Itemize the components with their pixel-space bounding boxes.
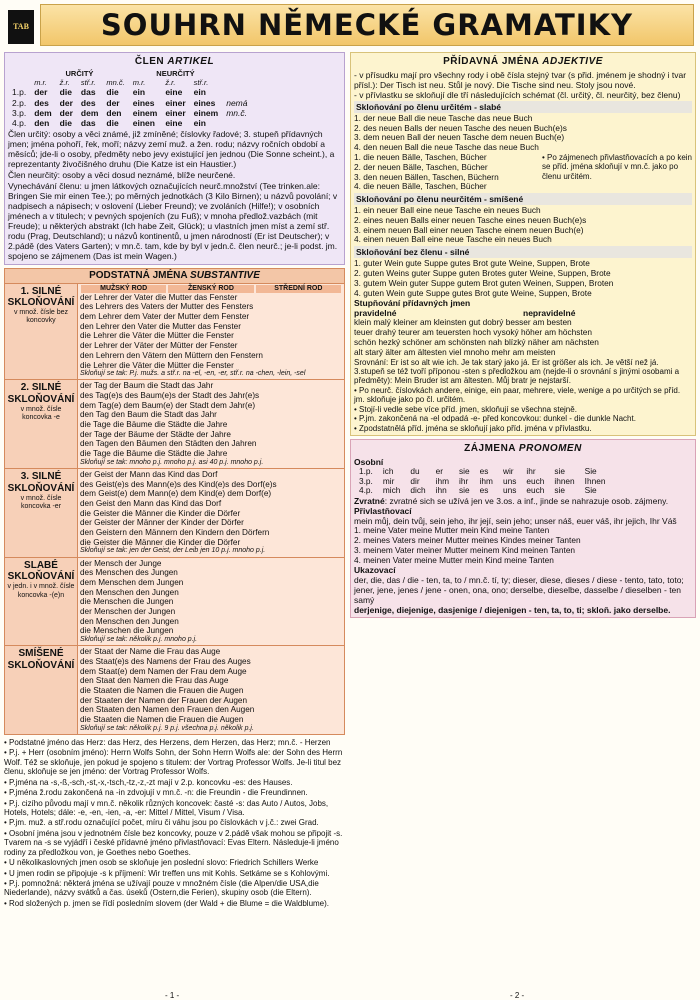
declension-row: die Staaten die Namen die Frauen die Augen [80, 715, 244, 724]
declension-block [5, 379, 344, 468]
declension-sub: v množ. čísle koncovka -e [20, 406, 62, 422]
note-item: • P.jména na -s,-ß,-sch,-st,-x,-tsch,-tz,-z,-zt mají v 2.p. koncovku -es: des Hauses. [4, 777, 293, 787]
article-cell: die [59, 117, 72, 128]
pronoun-cell: sie [554, 465, 565, 476]
declension-name: SLABÉ SKLOŇOVÁNÍ [7, 559, 75, 583]
strong-row: 2. guten Weins guter Suppe guten Brotes guter Weine, Suppen, Brote [354, 268, 611, 279]
reflexive-title: Zvratné [354, 496, 385, 507]
irregular-label: nepravidelné [523, 308, 576, 319]
article-paragraph: Člen určitý: osoby a věci známé, již zmíněné; číslovky řadové; 3. stupeň přídavných jmen; jména pohoří, řek, moří; názvy zemí muž. a žen. rodu; názvy ročních období a měsíců; jde-li o osoby, předměty nebo jevy existující jen jednou (Die Sonne scheint.), a reprezentanty živočišného druhu (Die Katze ist ein Haustier.) [8, 128, 335, 169]
pronoun-cell: er [435, 465, 443, 476]
article-cell: ein [132, 87, 146, 98]
note-item: • P.j. pomnožná: některá jména se užívají pouze v množném čísle (die Alpen/die USA,die Niederlande), názvy svátků a čas. úseků (Ostern,die Ferien), skupiny osob (die Eltern). [4, 879, 319, 898]
case-label: 2.p. [12, 97, 27, 108]
adjective-note: • Po neurč. číslovkách andere, einige, ein paar, mehrere, viele, wenige a po určitých se příd. jm. skloňuje jako po čl. určitém. [354, 385, 681, 405]
pronoun-cell: sie [458, 485, 470, 496]
left-column [4, 52, 345, 986]
article-cell: der [106, 97, 120, 108]
strong-row: 4. guten Wein gute Suppe gutes Brot gute Weine, Suppen, Brote [354, 287, 592, 298]
article-cell: eines [132, 97, 155, 108]
comparison-row: schön hezký schöner am schönsten nah blízký näher am nächsten [354, 336, 599, 347]
nouns-section [4, 268, 345, 735]
gender-head: stř.r. [80, 77, 96, 87]
pronoun-cell: ihr [458, 475, 469, 486]
declension-name: 2. SILNÉ SKLOŇOVÁNÍ [7, 382, 75, 406]
reflexive-block: Zvratné: zvratné sich se užívá jen ve 3.os. a inf., jinde se nahrazuje osob. zájmeny. [354, 496, 669, 507]
declension-name: 1. SILNÉ SKLOŇOVÁNÍ [7, 285, 75, 309]
pronoun-cell: ihr [526, 465, 536, 476]
comparison-row: alt starý älter am ältesten viel mnoho mehr am meisten [354, 346, 556, 357]
declension-row: die Tage die Bäume die Städte die Jahre [80, 449, 228, 459]
case-label: 1.p. [12, 87, 27, 98]
declension-row: den Menschen den Jungen [80, 616, 179, 626]
pronoun-cell: sie [458, 465, 470, 476]
gender-head: stř.r. [193, 77, 209, 87]
pronoun-cell: es [479, 465, 489, 476]
pronoun-cell: wir [502, 465, 514, 476]
article-cell: die [106, 117, 119, 128]
declension-row: der Menschen der Jungen [80, 607, 176, 617]
article-note: nemá [226, 97, 248, 108]
article-paragraph: Vynechávání členu: u jmen látkových označujících neurč.množství (Tee trinken.ale: Bringen Sie mir einen Tee.); po měrných jednotkách (3 Kilo Birnen); u názvů povolání; v nadpisech a nápisech; v oslovení (Lieber Freund); ve zvoláních (Hilfe!); v osobních jménech a v titulech; v pevných spojeních (zu Fuß); v mnoha předlož.vazbách (mit Freude); u některých abstrakt (Ich habe Zeit, Glück); u vlastních jmen míst a zemí stř. rodu (Prag, Deutschland); u názvů kontinentů, u jmen národností (Er ist Deutscher); v 2.pádě (des Vaters Garten); v mn.č. tam, kde by byl v jedn.č. člen neurč.; je-li podst. jm. spojeno se zájmenem (Das ist mein Wagen.) [8, 180, 338, 261]
page-number-left: - 1 - [165, 990, 180, 1000]
strong-row: 3. gutem Wein guter Suppe gutem Brot guten Weinen, Suppen, Broten [354, 277, 614, 288]
weak-note: • Po zájmenech přivlastňovacích a po kein se příd. jména skloňují v mn.č. jako po členu určitém. [542, 152, 692, 181]
page-number-right: - 2 - [510, 990, 525, 1000]
pronoun-cell: mich [382, 485, 401, 496]
pronoun-cell: dich [410, 485, 426, 496]
note-item: • P.j. + Herr (osobním jméno): Herrn Wolfs Sohn, der Sohn Herrn Wolfs ale: der Sohn des Herrn Wolf. Též se skloňuje, jen pokud je spojeno s titulem: der Vortrag Professor Wolfs. Je-li titul bez členu, skloňuje se jen jméno: der Vortrag Professor Wolfs. [4, 748, 343, 777]
declension-note: Skloňují se tak: P.j. mužs. a stř.r. na -el, -en, -er, stř.r. na -chen, -lein, -sel [80, 370, 306, 378]
article-cell: einer [165, 97, 186, 108]
article-cell: das [80, 87, 96, 98]
pronoun-cell: ihn [435, 485, 447, 496]
declension-row: der Lehrer der Vater die Mutter das Fenster [80, 292, 238, 302]
declension-sub: v jedn. i v množ. čísle koncovka -(e)n [7, 583, 75, 599]
adjective-note: 3.stupeň se též tvoří příponou -sten s předložkou am (nejde-li o srovnání s jinými osobami a předměty): Mein Bruder ist am ältesten. Můj bratr je nejstarší. [354, 366, 680, 386]
declension-row: den Tagen den Bäumen den Städten den Jahren [80, 439, 257, 449]
declension-label [5, 558, 78, 646]
declension-body [78, 380, 344, 468]
weak-plural-row: 1. die neuen Bälle, Taschen, Bücher [354, 151, 487, 162]
pronoun-cell: es [479, 485, 489, 496]
adjectives-section [350, 52, 696, 436]
pronoun-cell: Sie [584, 465, 597, 476]
pronouns-section [350, 439, 696, 618]
pronouns-heading [354, 443, 692, 455]
article-heading-de: ARTIKEL [167, 56, 215, 67]
possessive-row: 4. meinen Vater meine Mutter mein Kind meine Tanten [354, 554, 554, 565]
note-item: • Osobní jména jsou v jednotném čísle bez koncovky, pouze v 2.pádě však mohou se připojit -s. Tvarem na -s se vyjádří i české přídavné jméno přivlastňovací: Evas Eltern. Následuje-li jméno rodiny za předložkou von, je Goethes nebo Goethes. [4, 828, 343, 857]
declension-row: die Lehrer die Väter die Mütter die Fenster [80, 331, 234, 341]
declension-row: den Staat den Namen die Frau das Auge [80, 676, 229, 686]
declension-row: den Menschen den Jungen [80, 587, 179, 597]
pronoun-case: 1.p. [359, 465, 373, 476]
adjective-note: • P.jm. zakončená na -el odpadá -e- před koncovkou: dunkel - die dunkle Nacht. [354, 414, 636, 424]
article-cell: einem [193, 107, 219, 118]
declension-note: Skloňují se tak: několik p.j. 9 p.j. všechna p.j. několik p.j. [80, 724, 254, 732]
article-cell: dem [34, 107, 52, 118]
declension-row: den Tag den Baum die Stadt das Jahr [80, 410, 217, 420]
declension-body [78, 469, 344, 557]
article-cell: eine [165, 117, 183, 128]
pronoun-cell: ihnen [554, 475, 575, 486]
adjectives-intro: - v přísudku mají pro všechny rody i obě čísla stejný tvar (s přid. jménem je shodný i tvar přísl.): Der Tisch ist neu. Stůl je nový. Die Tische sind neu. Stoly jsou nové. [354, 69, 687, 90]
article-note: mn.č. [226, 107, 247, 118]
adjective-note: • Stojí-li vedle sebe více příd. jmen, skloňují se všechna stejně. [354, 404, 577, 414]
declension-note: Skloňují se tak: mnoho p.j. mnoho p.j. asi 40 p.j. mnoho p.j. [80, 458, 264, 466]
declension-note: Skloňují se tak: jen der Geist, der Leib jen 10 p.j. mnoho p.j. [80, 547, 266, 555]
declension-row: die Staaten die Namen die Frauen die Augen [80, 685, 244, 695]
declension-body [78, 558, 344, 646]
article-cell: des [80, 97, 96, 108]
possessive-title: Přivlastňovací [354, 506, 412, 517]
article-cell: die [106, 87, 119, 98]
declension-row: die Tage die Bäume die Städte die Jahre [80, 420, 228, 430]
declension-sub: v množ. čísle koncovka -er [20, 494, 62, 510]
possessive-list: mein můj, dein tvůj, sein jeho, ihr její, sein jeho; unser náš, euer váš, ihr jejich, Ihr Váš [354, 516, 677, 527]
declension-name: 3. SILNÉ SKLOŇOVÁNÍ [7, 471, 75, 494]
article-note [222, 118, 251, 128]
note-item: • U několikaslovných jmen osob se skloňuje jen poslední slovo: Friedrich Schillers Werke [4, 858, 319, 868]
declension-row: den Geistern den Männern den Kindern den Dörfern [80, 528, 270, 538]
note-item: • Rod složených p. jmen se řídí posledním slovem (der Wald + die Blume = die Waldblume). [4, 898, 330, 908]
declension-row: des Lehrers des Vaters der Mutter des Fensters [80, 302, 254, 312]
mixed-row: 2. eines neuen Balls einer neuen Tasche eines neuen Buch(e)s [354, 214, 587, 225]
definite-label: URČITÝ [65, 68, 94, 78]
article-note [222, 87, 251, 97]
declension-block [5, 283, 344, 380]
declension-row: die Geister die Männer die Kinder die Dörfer [80, 537, 241, 547]
article-cell: einer [165, 107, 186, 118]
declension-block [5, 468, 344, 557]
pronoun-cell: euch [526, 475, 545, 486]
declension-row: der Geist der Mann das Kind das Dorf [80, 470, 218, 480]
weak-plural-block [354, 153, 692, 192]
declension-label [5, 284, 78, 380]
weak-row: 3. dem neuen Ball der neuen Tasche dem neuen Buch(e) [354, 132, 565, 143]
declension-row: die Menschen die Jungen [80, 626, 174, 636]
personal-pronouns-table [354, 467, 610, 496]
declension-row: die Lehrer die Väter die Mütter die Fenster [80, 360, 234, 370]
comparison-row: klein malý kleiner am kleinsten gut dobrý besser am besten [354, 317, 572, 328]
article-cell: der [59, 97, 73, 108]
gender-head: ž.r. [165, 77, 176, 87]
gender-head: mn.č. [106, 77, 125, 87]
strong-row: 1. guter Wein gute Suppe gutes Brot gute Weine, Suppen, Brote [354, 258, 590, 269]
declension-body [78, 646, 344, 734]
note-item: • P.jména ž.rodu zakončená na -in zdvojují v mn.č. -n: die Freundin - die Freundinnen. [4, 788, 308, 798]
declension-row: dem Tag(e) dem Baum(e) der Stadt dem Jahr(e) [80, 400, 256, 410]
pronoun-cell: du [410, 465, 420, 476]
article-section [4, 52, 345, 265]
declension-row: der Staaten der Namen der Frauen der Augen [80, 695, 248, 705]
article-cell: die [59, 87, 72, 98]
declension-row: der Staat der Name die Frau das Auge [80, 647, 221, 657]
article-row [8, 118, 251, 128]
declension-row: der Mensch der Junge [80, 558, 162, 568]
possessive-row: 2. meines Vaters meiner Mutter meines Kindes meiner Tanten [354, 535, 581, 546]
publisher-logo: TAB [8, 10, 34, 44]
declension-note: Skloňují se tak: několik p.j. mnoho p.j. [80, 636, 198, 644]
nouns-heading-de: SUBSTANTIVE [190, 269, 260, 281]
article-cell: der [34, 87, 48, 98]
adjective-note: Srovnání: Er ist so alt wie ich. Je tak starý jako já. Er ist größer als ich. Je větší než já. [354, 357, 659, 367]
weak-plural-row: 4. die neuen Bälle, Taschen, Bücher [354, 181, 487, 192]
article-row [8, 108, 251, 118]
note-item: • P.j. cizího původu mají v mn.č. několik různých koncovek: časté -s: das Auto / Autos, Jobs, Hotels, Hotels; dále: -e, -en, -ien, -a, -er: Mittel / Mittel, Visum / Visa. [4, 798, 329, 817]
weak-row: 4. den neuen Ball die neue Tasche das neue Buch [354, 142, 539, 153]
pronoun-cell: uns [502, 485, 517, 496]
pronoun-case: 3.p. [359, 475, 373, 486]
article-cell: das [80, 117, 96, 128]
declension-row: dem Geist(e) dem Mann(e) dem Kind(e) dem Dorf(e) [80, 489, 272, 499]
article-cell: ein [193, 117, 206, 128]
demonstrative-text: der, die, das / die - ten, ta, to / mn.č. tí, ty; dieser, diese, dieses / diese - tento, tato, toto; jener, jene, jenes / jene - onen, ona, ono; derselbe, dieselbe, dasselbe / dieselben - ten samý [354, 575, 684, 606]
declension-row: der Geister der Männer der Kinder der Dörfer [80, 518, 244, 528]
weak-plural-row: 2. der neuen Bälle, Taschen, Bücher [354, 161, 488, 172]
declension-row: des Tag(e)s des Baum(e)s der Stadt des Jahr(e)s [80, 391, 260, 401]
declension-sub: v množ. čísle bez koncovky [13, 309, 69, 325]
reflexive-text: zvratné sich se užívá jen ve 3.os. a inf., jinde se nahrazuje osob. zájmeny. [389, 496, 669, 507]
article-cell: dem [80, 107, 99, 118]
article-paragraph: Člen neurčitý: osoby a věci dosud neznámé, blíže neurčené. [8, 169, 236, 180]
declension-row: dem Lehrer dem Vater der Mutter dem Fenster [80, 312, 250, 322]
mixed-row: 4. einen neuen Ball eine neue Tasche ein neues Buch [354, 234, 552, 245]
comparison-title: Stupňování přídavných jmen [354, 298, 471, 309]
gender-head: STŘEDNÍ ROD [256, 285, 341, 293]
pronoun-cell: euch [526, 485, 545, 496]
adjectives-heading-de: ADJEKTIVE [542, 56, 603, 67]
declension-row: der Tag der Baum die Stadt das Jahr [80, 381, 214, 391]
declension-row: die Geister die Männer die Kinder die Dörfer [80, 508, 241, 518]
declension-row: den Staaten den Namen den Frauen den Augen [80, 705, 255, 715]
nouns-heading [5, 269, 344, 283]
declension-block [5, 557, 344, 646]
demonstrative-last-line: derjenige, diejenige, dasjenige / diejenigen - ten, ta, to, ti; skloň. jako derselbe. [354, 605, 671, 616]
article-cell: des [34, 97, 49, 108]
note-item: • U jmen rodin se připojuje -s k příjmení: Wir treffen uns mit Kohls. Setkáme se s Kohlovými. [4, 868, 330, 878]
personal-pronouns-title: Osobní [354, 456, 384, 467]
declension-name: SMÍŠENÉ SKLOŇOVÁNÍ [7, 648, 75, 672]
note-item: • P.jm. muž. a stř.rodu označující počet, míru či váhu jsou po číslovkách v j.č.: zwei Grad. [4, 818, 319, 828]
pronoun-cell: ihm [435, 475, 449, 486]
gender-heads [80, 285, 342, 293]
declension-row: den Lehrer den Vater die Mutter das Fenster [80, 321, 241, 331]
pronoun-case: 4.p. [359, 485, 373, 496]
weak-row: 2. des neuen Balls der neuen Tasche des neuen Buch(e)s [354, 122, 567, 133]
article-cell: einen [132, 117, 155, 128]
article-table [8, 70, 251, 128]
declension-row: die Menschen die Jungen [80, 597, 174, 607]
pronoun-cell: sie [554, 485, 565, 496]
comparison-row: teuer drahý teurer am teuersten hoch vysoký höher am höchsten [354, 327, 592, 338]
indefinite-label: NEURČITÝ [156, 68, 195, 78]
adjectives-heading [354, 56, 692, 68]
declension-block [5, 645, 344, 734]
strong-declension-title: Skloňování bez členu - silné [354, 246, 692, 258]
declension-row: der Tage der Bäume der Städte der Jahre [80, 429, 231, 439]
case-label: 4.p. [12, 117, 27, 128]
declension-row: den Geist den Mann das Kind das Dorf [80, 499, 222, 509]
adjective-note: • Zpodstatnělá příd. jména se skloňují jako příd. jména v přívlastku. [354, 423, 592, 433]
gender-head: MUŽSKÝ ROD [81, 285, 166, 293]
declension-label [5, 469, 78, 557]
weak-row: 1. der neue Ball die neue Tasche das neue Buch [354, 112, 533, 123]
declension-row: dem Staat(e) dem Namen der Frau dem Auge [80, 666, 247, 676]
article-gender-row [8, 79, 251, 88]
adjectives-intro: - v přívlastku se skloňují dle tří následujících schémat (čl. určitý, čl. neurčitý, bez členu) [354, 89, 681, 100]
article-cell: den [106, 107, 122, 118]
article-text [8, 129, 341, 261]
declension-label [5, 646, 78, 734]
article-heading [8, 56, 341, 68]
possessive-row: 3. meinem Vater meiner Mutter meinem Kind meinen Tanten [354, 544, 576, 555]
pronoun-cell: ich [382, 465, 394, 476]
pronoun-cell: mir [382, 475, 395, 486]
pronoun-cell: ihm [479, 475, 493, 486]
case-label: 3.p. [12, 107, 27, 118]
gender-head: m.r. [132, 77, 146, 87]
page-title: SOUHRN NĚMECKÉ GRAMATIKY [40, 4, 694, 46]
declension-row: dem Menschen dem Jungen [80, 578, 184, 588]
article-row [8, 98, 251, 108]
declension-body [78, 284, 344, 380]
weak-plural-row: 3. den neuen Bällen, Taschen, Büchern [354, 171, 499, 182]
mixed-row: 1. ein neuer Ball eine neue Tasche ein neues Buch [354, 205, 541, 216]
declension-row: des Geist(e)s des Mann(e)s des Kind(e)s des Dorf(e)s [80, 479, 277, 489]
note-item: • Podstatné jméno das Herz: das Herz, des Herzens, dem Herzen, das Herz; mn.č. - Herzen [4, 737, 331, 747]
nouns-heading-cz: PODSTATNÁ JMÉNA [89, 269, 188, 281]
regular-label: pravidelné [354, 308, 397, 319]
article-row [8, 87, 251, 97]
pronoun-row [354, 486, 610, 496]
declension-row: den Lehrern den Vätern den Müttern den Fenstern [80, 350, 263, 360]
weak-declension-title: Skloňování po členu určitém - slabé [354, 101, 692, 113]
gender-head: ž.r. [59, 77, 70, 87]
gender-head: m.r. [34, 77, 47, 87]
mixed-row: 3. einem neuen Ball einer neuen Tasche einem neuen Buch(e) [354, 224, 584, 235]
adjectives-heading-cz: PŘÍDAVNÁ JMÉNA [443, 56, 539, 67]
possessive-row: 1. meine Vater meine Mutter mein Kind meine Tanten [354, 525, 550, 536]
mixed-declension-title: Skloňování po členu neurčitém - smíšené [354, 193, 692, 205]
demonstrative-title: Ukazovací [354, 565, 396, 576]
declension-label [5, 380, 78, 468]
article-heading-cz: ČLEN [134, 56, 165, 67]
declension-row: der Lehrer der Väter der Mütter der Fenster [80, 341, 238, 351]
pronouns-heading-de: PRONOMEN [518, 443, 582, 455]
article-cell: der [59, 107, 73, 118]
declension-row: des Menschen des Jungen [80, 568, 178, 578]
right-column [350, 52, 696, 986]
article-cell: ein [193, 87, 206, 98]
weak-plural-list [354, 153, 542, 192]
pronoun-cell: uns [502, 475, 517, 486]
noun-notes [4, 738, 345, 908]
article-cell: eines [193, 97, 216, 108]
pronoun-cell: Sie [584, 485, 597, 496]
pronouns-heading-cz: ZÁJMENA [464, 443, 516, 455]
pronoun-cell: Ihnen [584, 475, 606, 486]
article-cell: eine [165, 87, 183, 98]
gender-head: ŽENSKÝ ROD [168, 285, 253, 293]
article-cell: einem [132, 107, 158, 118]
pronoun-cell: dir [410, 475, 420, 486]
declension-row: des Staat(e)s des Namens der Frau des Auges [80, 656, 251, 666]
article-cell: den [34, 117, 50, 128]
